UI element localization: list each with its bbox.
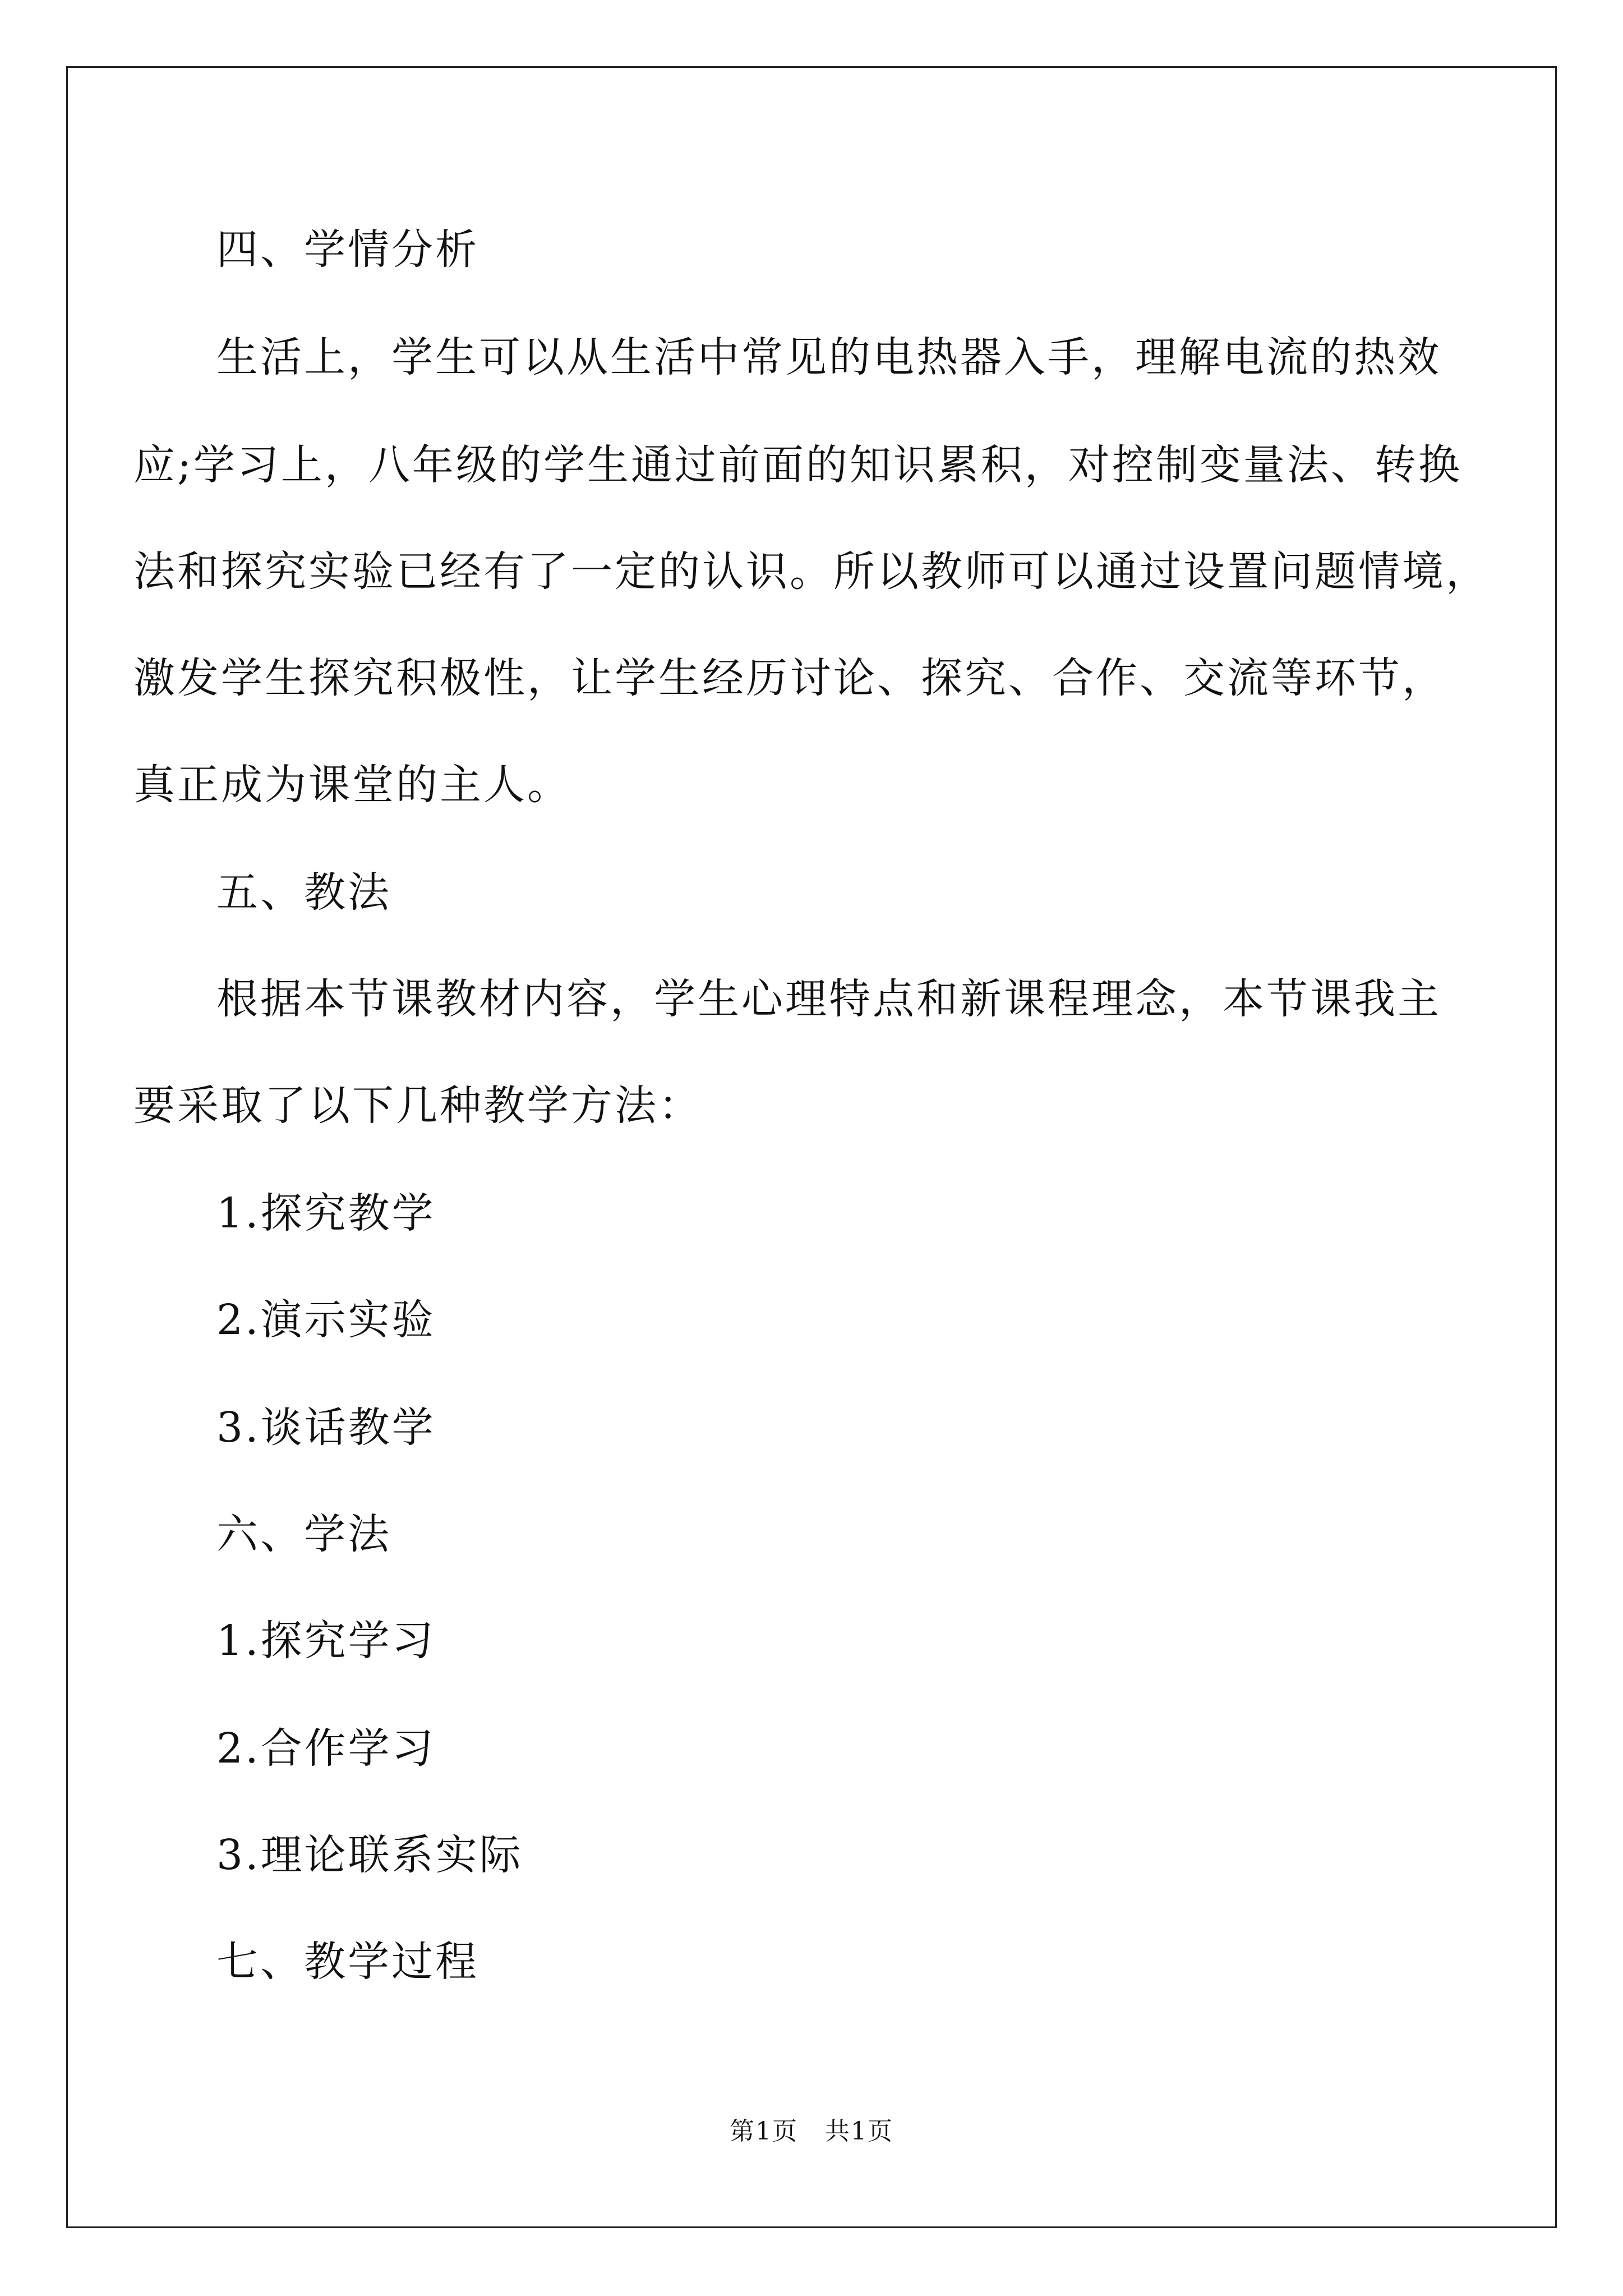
list-item: 1.探究教学 — [216, 1189, 436, 1237]
section-heading-5: 五、教法 — [216, 868, 391, 917]
list-item: 3.谈话教学 — [216, 1404, 436, 1452]
list-item: 2.演示实验 — [216, 1296, 436, 1344]
paragraph-line: 应;学习上，八年级的学生通过前面的知识累积，对控制变量法、转换 — [133, 441, 1462, 489]
paragraph-line: 根据本节课教材内容，学生心理特点和新课程理念，本节课我主 — [216, 975, 1441, 1023]
section-heading-6: 六、学法 — [216, 1510, 391, 1558]
paragraph-line: 激发学生探究积极性，让学生经历讨论、探究、合作、交流等环节， — [133, 654, 1446, 702]
section-heading-4: 四、学情分析 — [216, 226, 479, 274]
list-item: 2.合作学习 — [216, 1724, 436, 1773]
list-item: 3.理论联系实际 — [216, 1831, 523, 1879]
paragraph-line: 真正成为课堂的主人。 — [133, 761, 571, 809]
page-border — [66, 66, 1557, 2228]
paragraph-line: 生活上，学生可以从生活中常见的电热器入手，理解电流的热效 — [216, 333, 1441, 381]
section-heading-7: 七、教学过程 — [216, 1938, 479, 1986]
paragraph-line: 要采取了以下几种教学方法： — [133, 1082, 702, 1130]
page-footer: 第1页 共1页 — [730, 2117, 893, 2146]
paragraph-line: 法和探究实验已经有了一定的认识。所以教师可以通过设置问题情境， — [133, 547, 1490, 596]
list-item: 1.探究学习 — [216, 1617, 436, 1665]
